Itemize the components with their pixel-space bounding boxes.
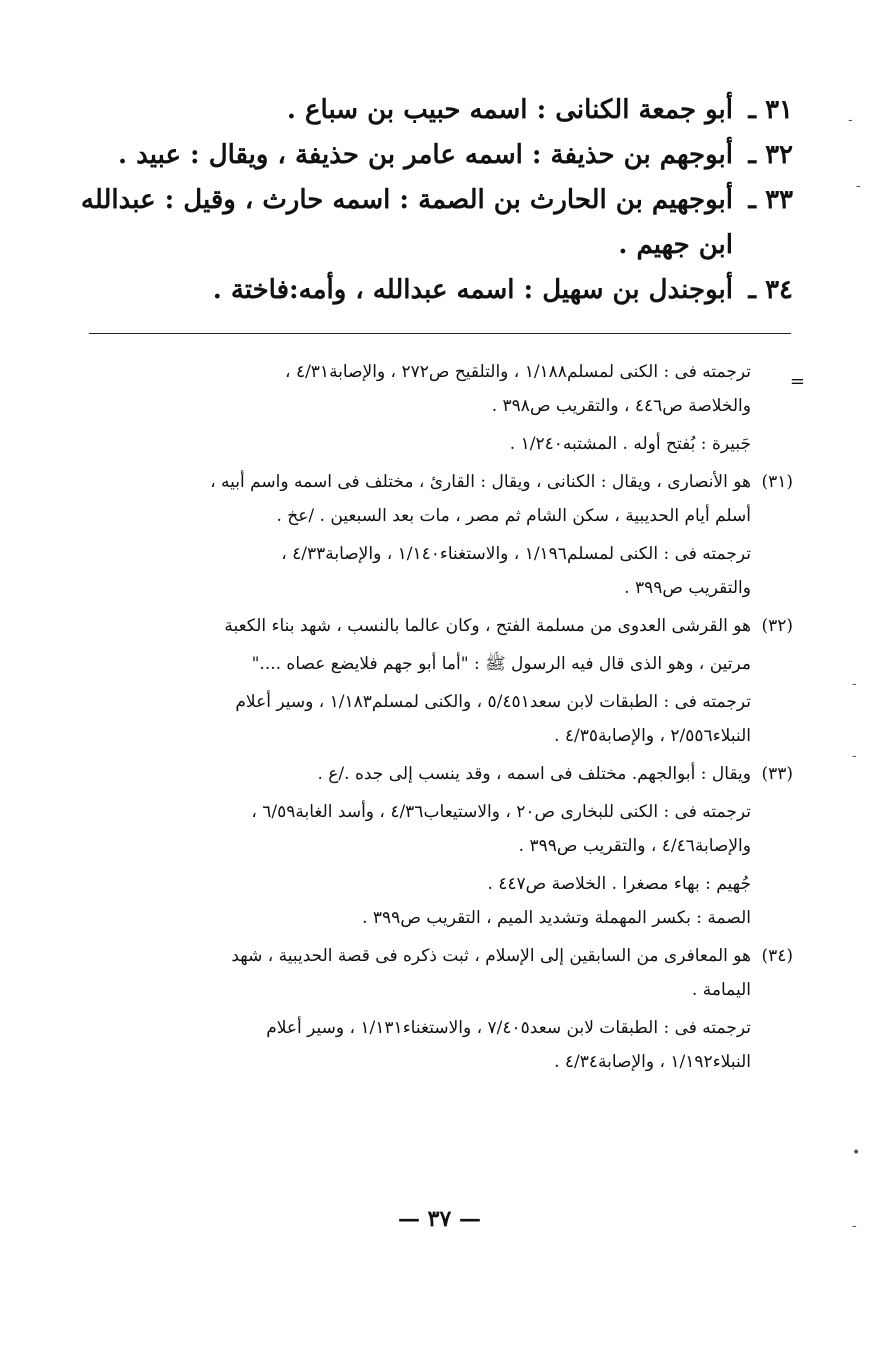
footnote-32 (88, 609, 793, 643)
entry-32 (93, 133, 793, 178)
entry-text: أبو جمعة الكنانى : اسمه حبيب بن سباع . (286, 95, 733, 125)
footnote-prev-line: ترجمته فى : الكنى لمسلم١/١٨٨ ، والتلقيح ص٢٧٢ ، والإصابة٤/٣١ ، (285, 362, 751, 382)
scan-speck: - (848, 112, 853, 128)
footnote-31-line: أسلم أيام الحديبية ، سكن الشام ثم مصر ، مات بعد السبعين . /عخ . (276, 506, 751, 526)
entry-text: أبوجندل بن سهيل : اسمه عبدالله ، وأمه:فاختة . (212, 275, 733, 305)
scan-speck: - (852, 1218, 857, 1234)
footnote-31 (88, 465, 793, 499)
footnote-prev-line: والخلاصة ص٤٤٦ ، والتقريب ص٣٩٨ . (491, 396, 751, 416)
footnote-33-line: والإصابة٤/٤٦ ، والتقريب ص٣٩٩ . (518, 836, 751, 856)
footnote-text: هو القرشى العدوى من مسلمة الفتح ، وكان عالما بالنسب ، شهد بناء الكعبة (224, 616, 751, 636)
footnote-34 (88, 939, 793, 973)
entry-33-continuation: ابن جهيم . (618, 230, 733, 260)
scan-speck: - (852, 676, 857, 692)
footnote-34-line: ترجمته فى : الطبقات لابن سعد٧/٤٠٥ ، والاستغناء١/١٣١ ، وسير أعلام (266, 1018, 751, 1038)
footnote-34-line: النبلاء١/١٩٢ ، والإصابة٤/٣٤ . (554, 1052, 751, 1072)
footnote-33-line: جُهيم : بهاء مصغرا . الخلاصة ص٤٤٧ . (487, 874, 751, 894)
footnote-31-line: ترجمته فى : الكنى لمسلم١/١٩٦ ، والاستغناء١/١٤٠ ، والإصابة٤/٣٣ ، (281, 544, 751, 564)
main-entries (80, 88, 793, 313)
footnote-label: (٣٢) (761, 616, 793, 636)
footnote-prev-line: جَبيرة : بُفتح أوله . المشتبه١/٢٤٠ . (509, 434, 751, 454)
footnote-text: ويقال : أبوالجهم. مختلف فى اسمه ، وقد ينسب إلى جده ./ع . (317, 764, 751, 784)
footnote-label: (٣٣) (761, 764, 793, 784)
footnote-33-line: ترجمته فى : الكنى للبخارى ص٢٠ ، والاستيعاب٤/٣٦ ، وأسد الغابة٦/٥٩ ، (251, 802, 751, 822)
footnote-34-line: اليمامة . (691, 980, 751, 1000)
footnote-text: هو الأنصارى ، ويقال : الكنانى ، ويقال : القارئ ، مختلف فى اسمه واسم أبيه ، (210, 472, 751, 492)
footnotes (88, 355, 793, 1079)
footnote-text: هو المعافرى من السابقين إلى الإسلام ، ثبت ذكره فى قصة الحديبية ، شهد (231, 946, 751, 966)
scan-speck: • (852, 1145, 861, 1161)
footnote-33-line: الصمة : بكسر المهملة وتشديد الميم ، التقريب ص٣٩٩ . (362, 908, 751, 928)
footnote-32-line: مرتين ، وهو الذى قال فيه الرسول ﷺ : "أما أبو جهم فلايضع عصاه ...." (251, 654, 751, 674)
footnote-label: (٣٤) (761, 946, 793, 966)
entry-text: أبوجهيم بن الحارث بن الصمة : اسمه حارث ، وقيل : عبدالله (80, 185, 733, 215)
footnote-label: (٣١) (761, 472, 793, 492)
scan-speck: - (856, 178, 861, 194)
entry-number: ٣١ ـ (748, 95, 793, 125)
scan-speck: - (852, 748, 857, 764)
entry-number: ٣٣ ـ (748, 185, 793, 215)
entry-number: ٣٤ ـ (748, 275, 793, 305)
entry-number: ٣٢ ـ (748, 140, 793, 170)
entry-33 (80, 178, 793, 223)
entry-34 (93, 268, 793, 313)
footnote-continuation-marker: = (789, 371, 805, 392)
footnote-32-line: النبلاء٢/٥٥٦ ، والإصابة٤/٣٥ . (554, 726, 751, 746)
page-number: — ٣٧ — (398, 1206, 481, 1232)
footnote-33 (88, 757, 793, 791)
entry-text: أبوجهم بن حذيفة : اسمه عامر بن حذيفة ، ويقال : عبيد . (118, 140, 733, 170)
footnote-32-line: ترجمته فى : الطبقات لابن سعد٥/٤٥١ ، والكنى لمسلم١/١٨٣ ، وسير أعلام (235, 692, 751, 712)
footnote-31-line: والتقريب ص٣٩٩ . (624, 578, 751, 598)
entry-31 (93, 88, 793, 133)
footnote-separator (89, 333, 791, 334)
